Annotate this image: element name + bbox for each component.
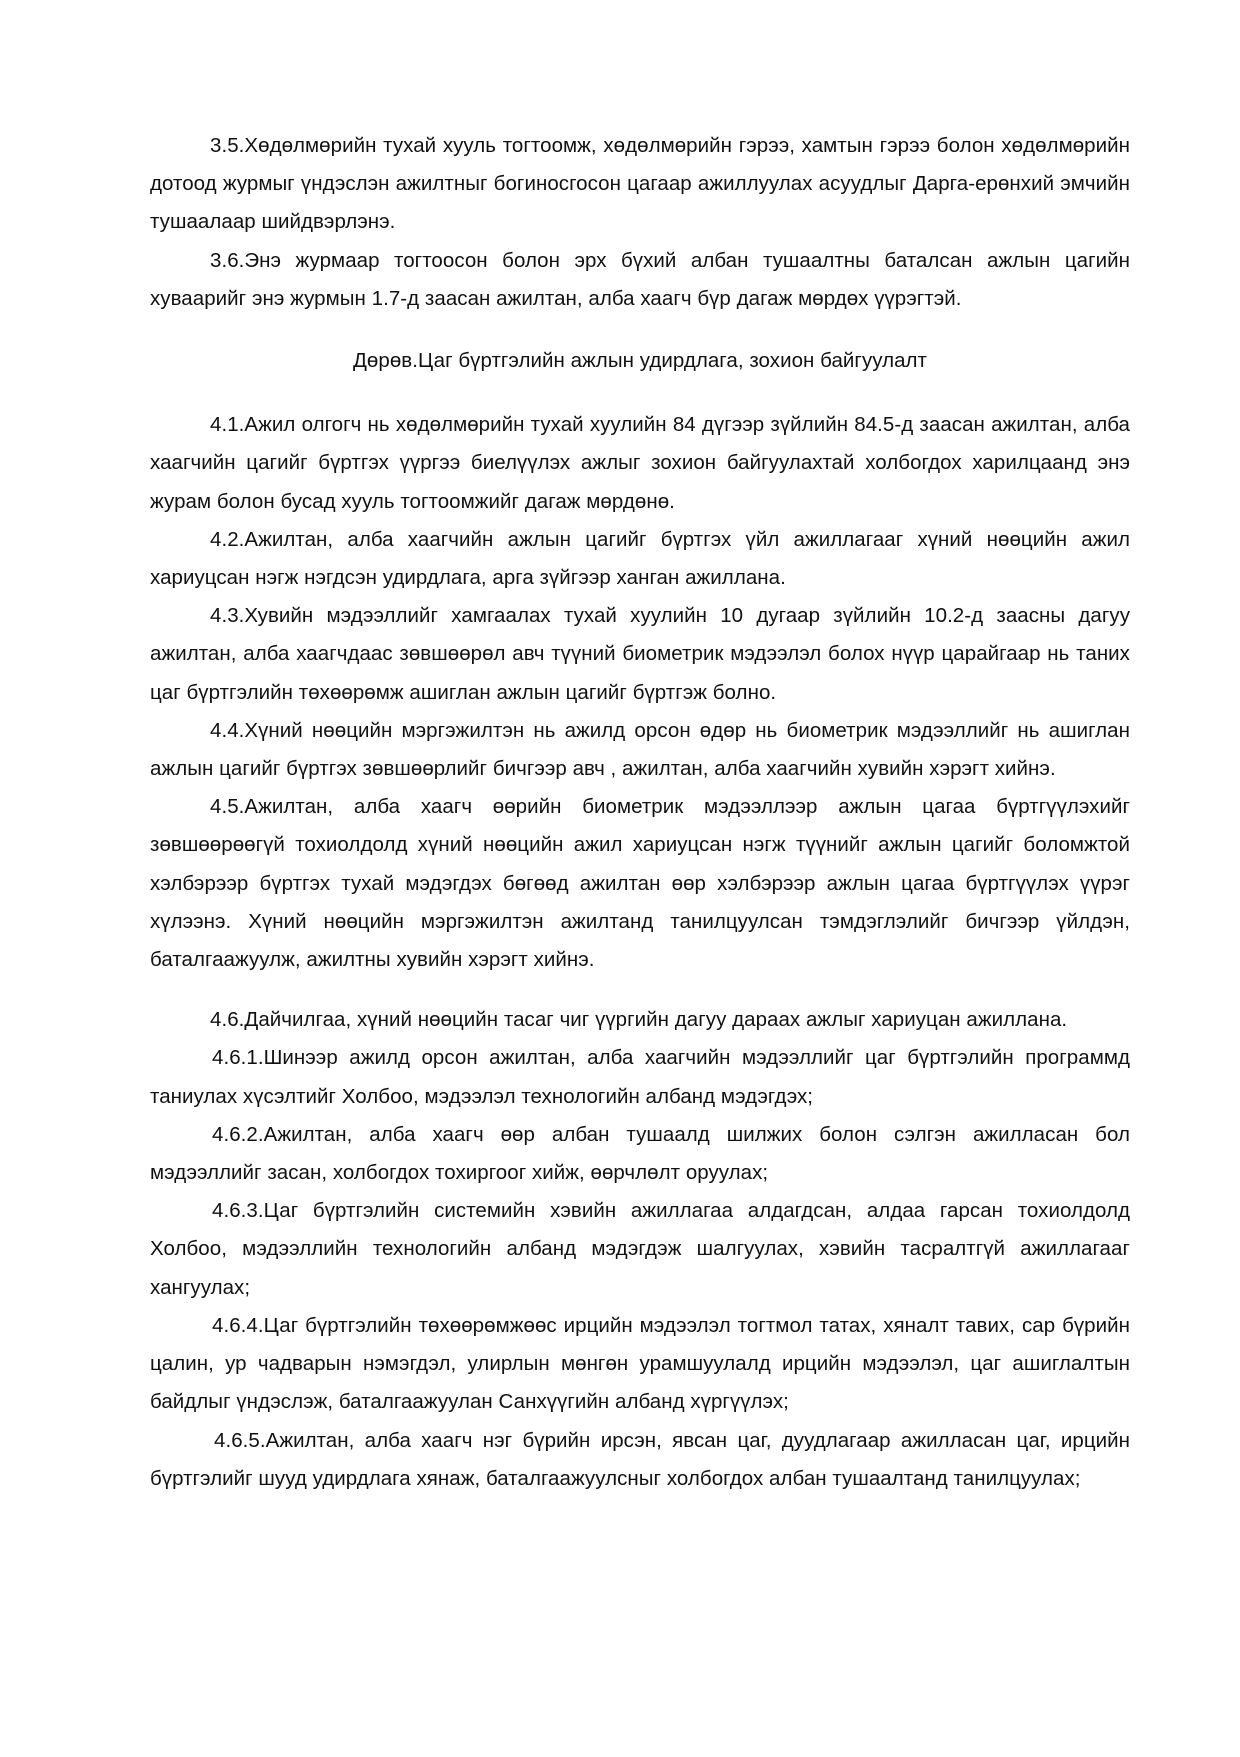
paragraph-4-4: 4.4.Хүний нөөцийн мэргэжилтэн нь ажилд орсон өдөр нь биометрик мэдээллийг нь ашиглан ажлын цагийг бүртгэх зөвшөөрлийг бичгээр авч , ажилтан, алба хаагчийн хувийн хэрэгт хийнэ.: [150, 718, 1130, 781]
paragraph-3-6: 3.6.Энэ журмаар тогтоосон болон эрх бүхий албан тушаалтны баталсан ажлын цагийн хуваарийг энэ журмын 1.7-д заасан ажилтан, алба хаагч бүр дагаж мөрдөх үүрэгтэй.: [150, 248, 1130, 310]
paragraph-4-5: 4.5.Ажилтан, алба хаагч өөрийн биометрик мэдээллээр ажлын цагаа бүртгүүлэхийг зөвшөөрөөгүй тохиолдолд хүний нөөцийн ажил хариуцсан нэгж түүнийг ажлын цагийг боломжтой хэлбэрээр бүртгэх тухай мэдэгдэх бөгөөд ажилтан өөр хэлбэрээр ажлын цагаа бүртгүүлэх үүрэг хүлээнэ. Хүний нөөцийн мэргэжилтэн ажилтанд танилцуулсан тэмдэглэлийг бичгээр үйлдэн, баталгаажуулж, ажилтны хувийн хэрэгт хийнэ.: [150, 795, 1130, 972]
document-page: [150, 127, 1130, 1498]
paragraph-4-3: 4.3.Хувийн мэдээллийг хамгаалах тухай хуулийн 10 дугаар зүйлийн 10.2-д заасны дагуу ажилтан, алба хаагчдаас зөвшөөрөл авч түүний биометрик мэдээлэл болох нүүр царайгаар нь таних цаг бүртгэлийн төхөөрөмж ашиглан ажлын цагийг бүртгэж болно.: [150, 604, 1130, 704]
blank-line: [150, 979, 1130, 1001]
paragraph-4-6-1: 4.6.1.Шинээр ажилд орсон ажилтан, алба хаагчийн мэдээллийг цаг бүртгэлийн программд таниулах хүсэлтийг Холбоо, мэдээлэл технологийн албанд мэдэгдэх;: [150, 1046, 1130, 1108]
paragraph-3-5: 3.5.Хөдөлмөрийн тухай хууль тогтоомж, хөдөлмөрийн гэрээ, хамтын гэрээ болон хөдөлмөрийн дотоод журмыг үндэслэн ажилтныг богиносгосон цагаар ажиллуулах асуудлыг Дарга-ерөнхий эмчийн тушаалаар шийдвэрлэнэ.: [150, 134, 1130, 234]
paragraph-4-2: 4.2.Ажилтан, алба хаагчийн ажлын цагийг бүртгэх үйл ажиллагааг хүний нөөцийн ажил хариуцсан нэгж нэгдсэн удирдлага, арга зүйгээр ханган ажиллана.: [150, 527, 1130, 590]
paragraph-4-6: 4.6.Дайчилгаа, хүний нөөцийн тасаг чиг үүргийн дагуу дараах ажлыг хариуцан ажиллана.: [210, 1008, 1068, 1032]
paragraph-4-6-4: 4.6.4.Цаг бүртгэлийн төхөөрөмжөөс ирцийн мэдээлэл тогтмол татах, хяналт тавих, сар бүрийн цалин, ур чадварын нэмэгдэл, улирлын мөнгөн урамшуулалд ирцийн мэдээлэл, цаг ашиглалтын байдлыг үндэслэж, баталгаажуулан Санхүүгийн албанд хүргүүлэх;: [150, 1313, 1130, 1414]
paragraph-4-6-3: 4.6.3.Цаг бүртгэлийн системийн хэвийн ажиллагаа алдагдсан, алдаа гарсан тохиолдолд Холбоо, мэдээллийн технологийн албанд мэдэгдэж шалгуулах, хэвийн тасралтгүй ажиллагааг хангуулах;: [150, 1199, 1130, 1299]
paragraph-4-6-2: 4.6.2.Ажилтан, алба хаагч өөр албан тушаалд шилжих болон сэлгэн ажилласан бол мэдээллийг засан, холбогдох тохиргоог хийж, өөрчлөлт оруулах;: [150, 1122, 1130, 1185]
paragraph-4-6-5: 4.6.5.Ажилтан, алба хаагч нэг бүрийн ирсэн, явсан цаг, дуудлагаар ажилласан цаг, ирцийн бүртгэлийг шууд удирдлага хянаж, баталгаажуулсныг холбогдох албан тушаалтанд танилцуулах;: [150, 1428, 1130, 1490]
paragraph-4-1: 4.1.Ажил олгогч нь хөдөлмөрийн тухай хуулийн 84 дүгээр зүйлийн 84.5-д заасан ажилтан, алба хаагчийн цагийг бүртгэх үүргээ биелүүлэх ажлыг зохион байгуулахтай холбогдох харилцаанд энэ журам болон бусад хууль тогтоомжийг дагаж мөрдөнө.: [150, 413, 1130, 513]
section-4-heading: Дөрөв.Цаг бүртгэлийн ажлын удирдлага, зохион байгуулалт: [352, 349, 928, 373]
